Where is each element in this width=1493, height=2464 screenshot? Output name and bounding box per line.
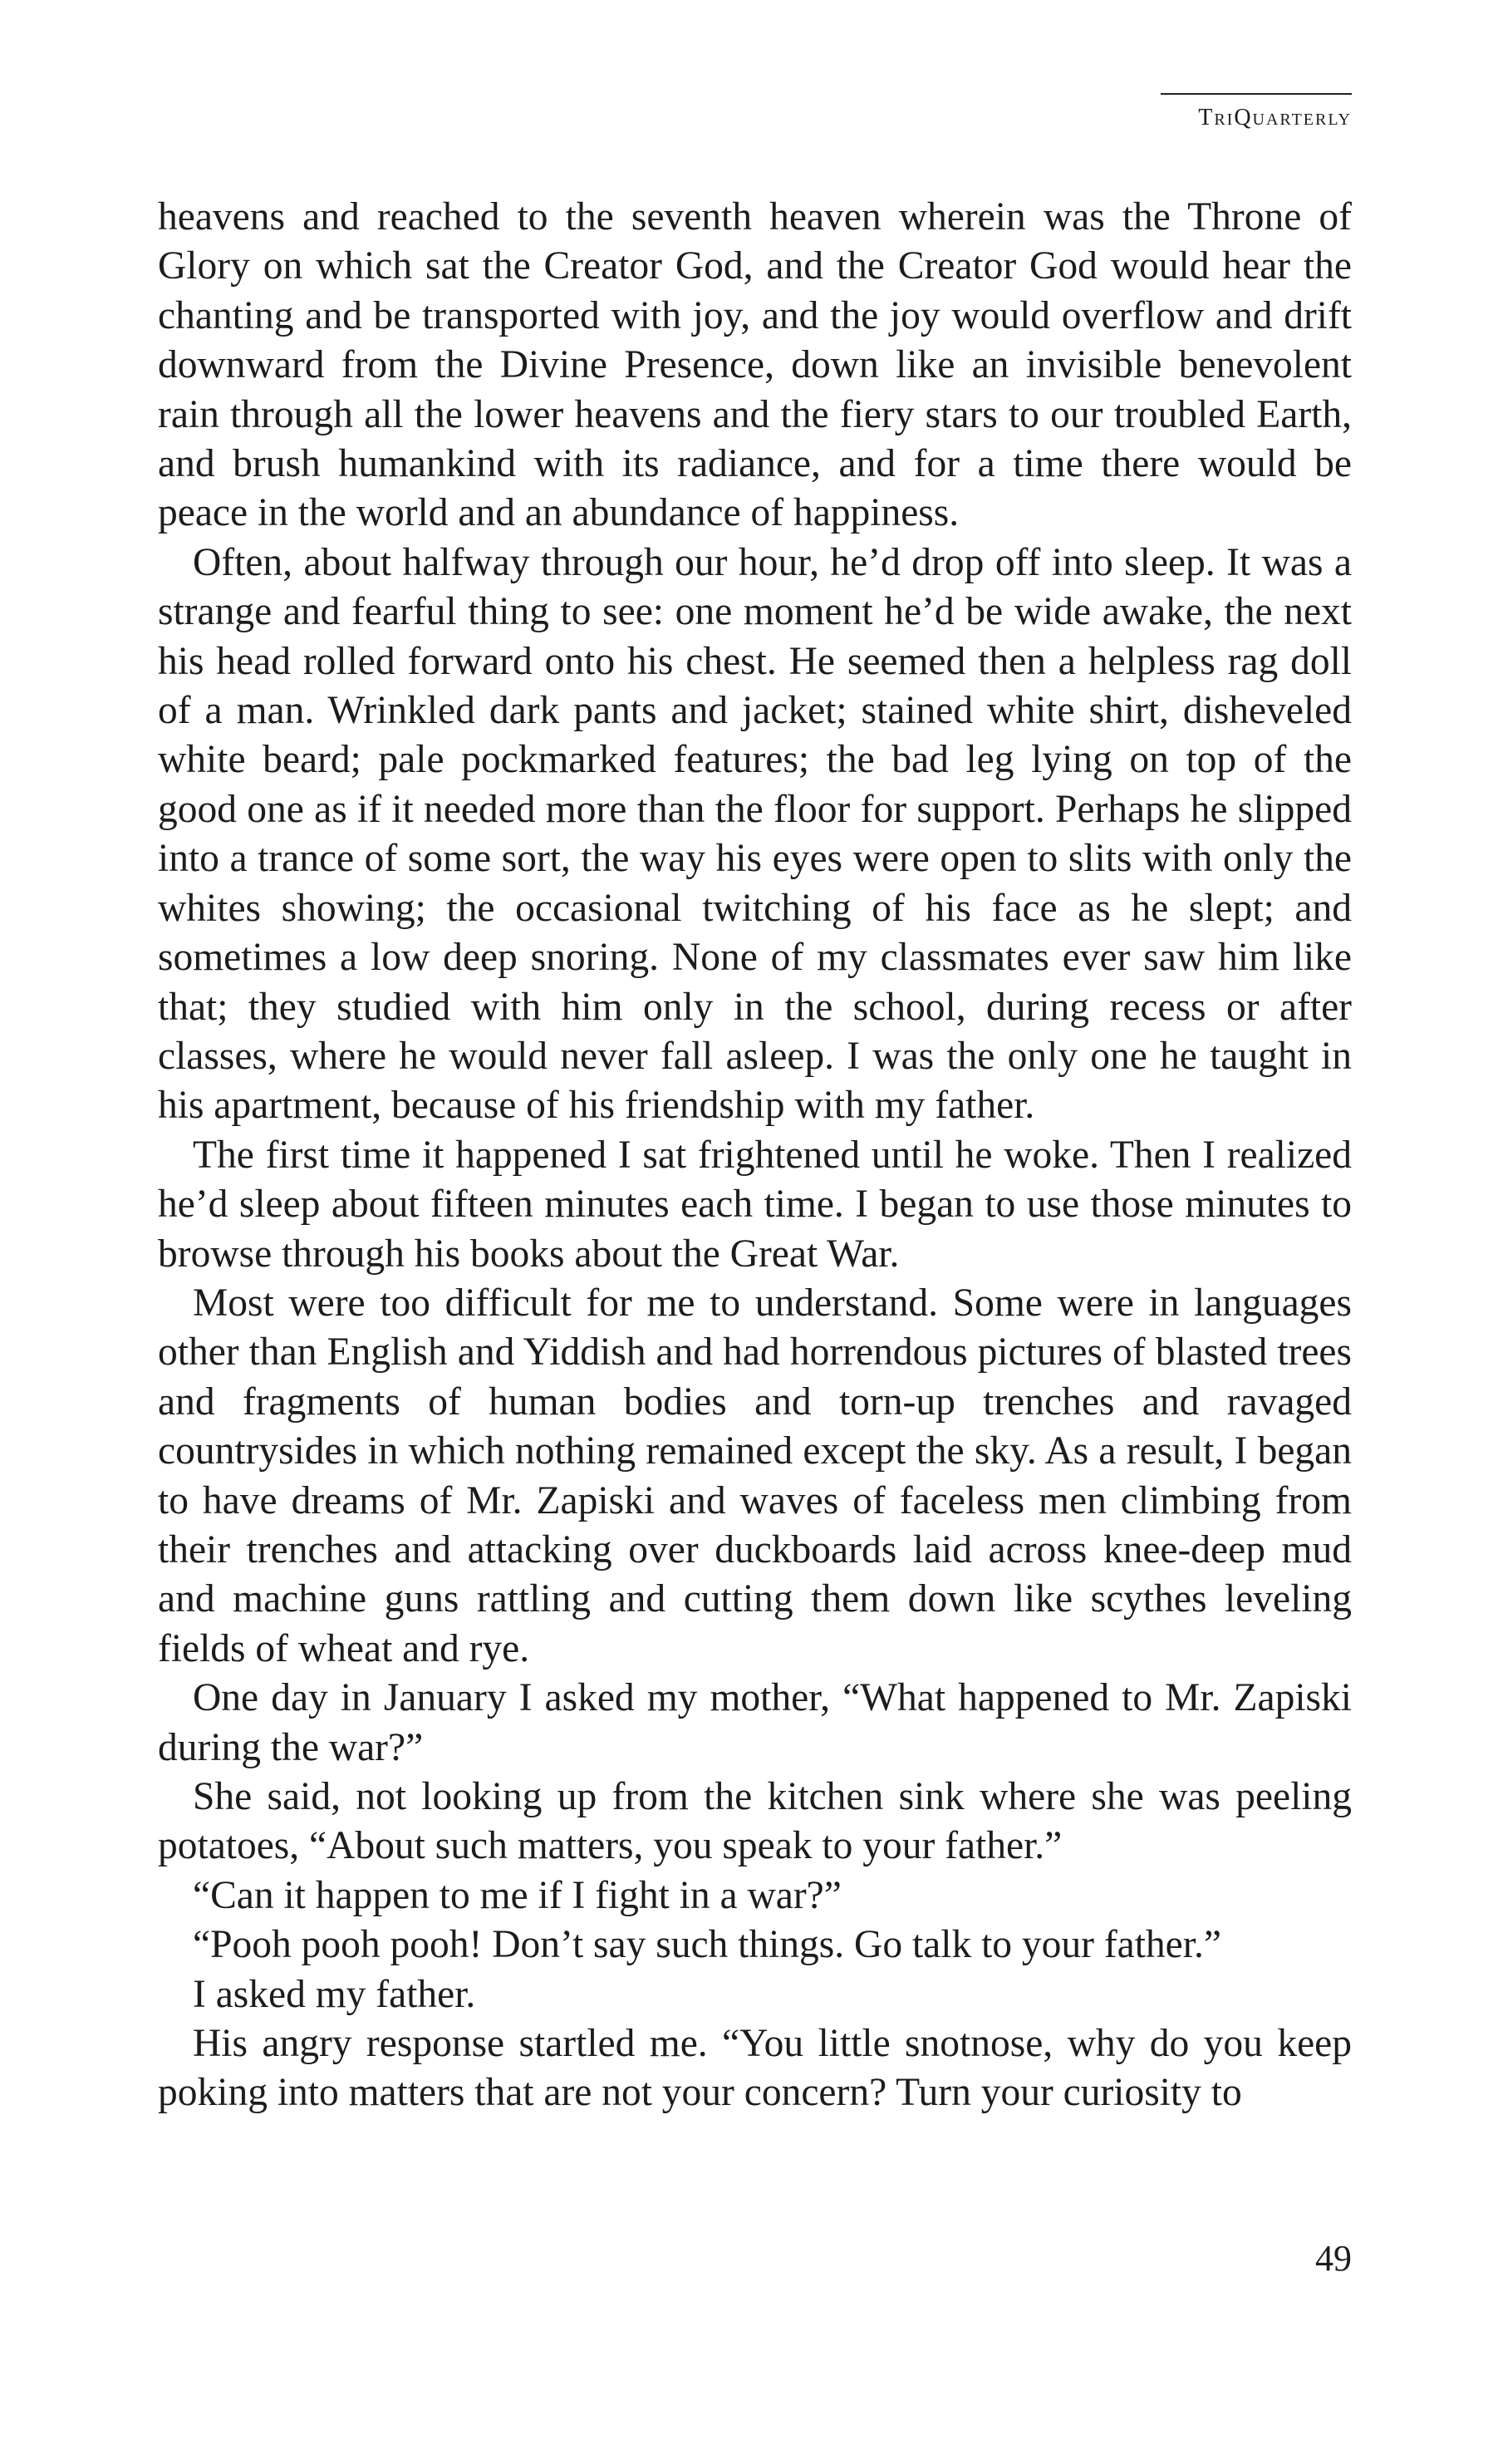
paragraph-last: His angry response startled me. “You little snotnose, why do you keep poking into matters that are not your concern? Turn your curiosity to: [158, 2022, 1352, 2115]
paragraph: Often, about halfway through our hour, he’d drop off into sleep. It was a strange and fearful thing to see: one moment he’d be wide awake, the next his head rolled forward onto his chest. He seemed then a helpless rag doll of a man. Wrinkled dark pants and jacket; stained white shirt, disheveled white beard; pale pockmarked features; the bad leg lying on top of the good one as if it needed more than the floor for support. Perhaps he slipped into a trance of some sort, the way his eyes were open to slits with only the whites showing; the occasional twitching of his face as he slept; and sometimes a low deep snoring. None of my classmates ever saw him like that; they studied with him only in the school, during recess or after classes, where he would never fall asleep. I was the only one he taught in his apartment, because of his friendship with my father.: [158, 540, 1352, 1128]
paragraph: Most were too difficult for me to understand. Some were in languages other than English and Yiddish and had horrendous pictures of blasted trees and fragments of human bodies and torn-up trenches and ravaged countrysides in which nothing remained except the sky. As a result, I began to have dreams of Mr. Zapiski and waves of faceless men climbing from their trenches and attacking over duckboards laid across knee-deep mud and machine guns rattling and cutting them down like scythes leveling fields of wheat and rye.: [158, 1281, 1352, 1670]
paragraph: She said, not looking up from the kitchen sink where she was peeling potatoes, “About such matters, you speak to your father.”: [158, 1775, 1352, 1868]
paragraph-continued: heavens and reached to the seventh heaven wherein was the Throne of Glory on which sat the Creator God, and the Creator God would hear the chanting and be transported with joy, and the joy would overflow and drift downward from the Divine Presence, down like an invisible benevolent rain through all the lower heavens and the fiery stars to our troubled Earth, and brush humankind with its radiance, and for a time there would be peace in the world and an abundance of happiness.: [158, 195, 1352, 535]
running-head-title: TriQuarterly: [1198, 105, 1352, 130]
body-text: [158, 193, 1352, 2118]
running-head-rule: [1161, 93, 1352, 95]
paragraph: The first time it happened I sat frightened until he woke. Then I realized he’d sleep about fifteen minutes each time. I began to use those minutes to browse through his books about the Great War.: [158, 1133, 1352, 1276]
paragraph: “Pooh pooh pooh! Don’t say such things. Go talk to your father.”: [193, 1923, 1221, 1967]
running-head: [1161, 93, 1352, 130]
page-number: 49: [1315, 2238, 1352, 2279]
paragraph: “Can it happen to me if I fight in a war?”: [193, 1873, 842, 1917]
paragraph: One day in January I asked my mother, “What happened to Mr. Zapiski during the war?”: [158, 1676, 1352, 1769]
paragraph: I asked my father.: [193, 1972, 476, 2016]
